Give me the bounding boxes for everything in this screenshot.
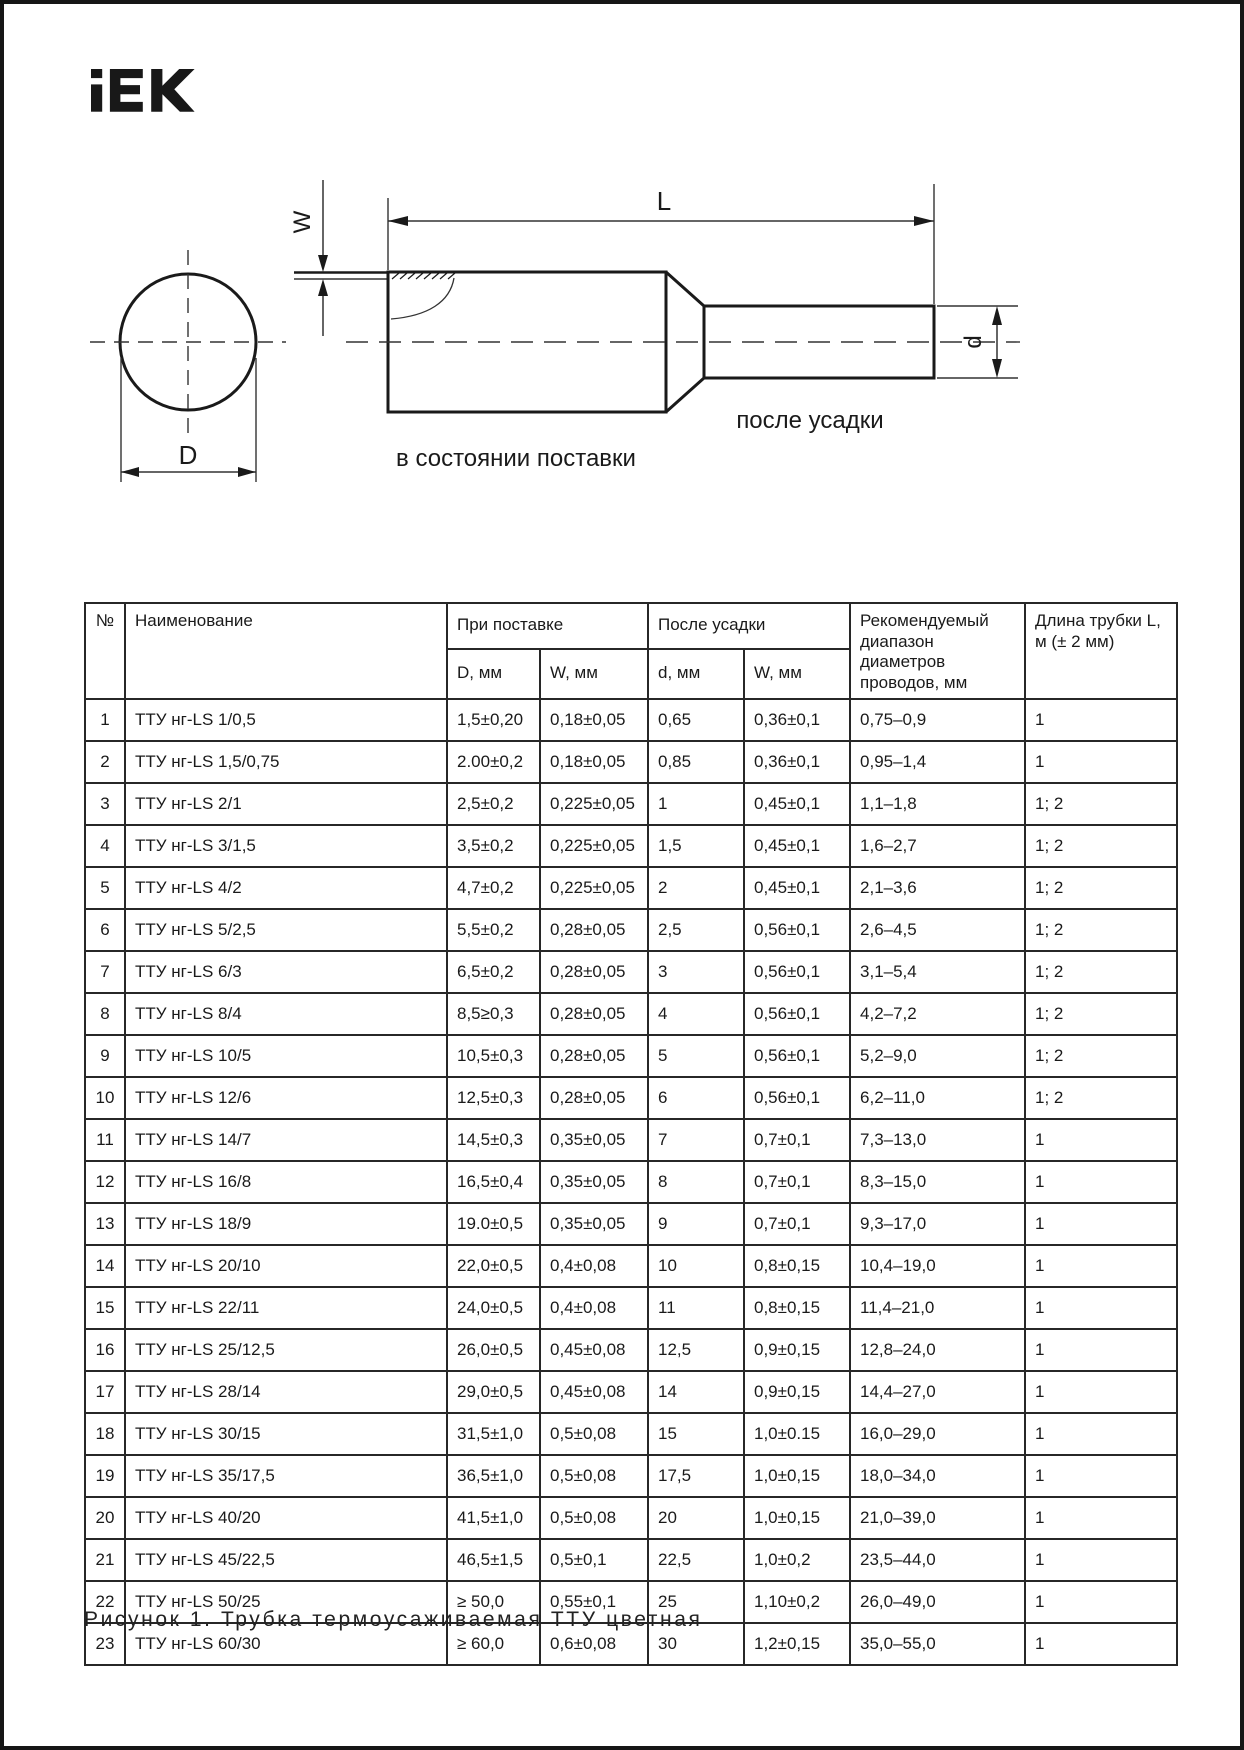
- value-cell: 1; 2: [1025, 951, 1177, 993]
- value-cell: 8,5≥0,3: [447, 993, 540, 1035]
- value-cell: 1: [1025, 699, 1177, 741]
- value-cell: 0,45±0,1: [744, 867, 850, 909]
- value-cell: 1,6–2,7: [850, 825, 1025, 867]
- col-header-length: Длина трубки L, м (± 2 мм): [1025, 603, 1177, 699]
- value-cell: ТТУ нг-LS 18/9: [125, 1203, 447, 1245]
- value-cell: 11: [648, 1287, 744, 1329]
- value-cell: 0,65: [648, 699, 744, 741]
- value-cell: 1: [1025, 1203, 1177, 1245]
- value-cell: 0,56±0,1: [744, 951, 850, 993]
- table-row: [85, 1329, 1177, 1371]
- value-cell: 0,225±0,05: [540, 783, 648, 825]
- table-row: [85, 1287, 1177, 1329]
- value-cell: 1: [1025, 1581, 1177, 1623]
- value-cell: ТТУ нг-LS 45/22,5: [125, 1539, 447, 1581]
- col-header-W-mm-after: W, мм: [744, 649, 850, 699]
- value-cell: ТТУ нг-LS 5/2,5: [125, 909, 447, 951]
- value-cell: 0,9±0,15: [744, 1329, 850, 1371]
- value-cell: 6,2–11,0: [850, 1077, 1025, 1119]
- table-row: [85, 741, 1177, 783]
- value-cell: 26,0±0,5: [447, 1329, 540, 1371]
- table-row: [85, 1497, 1177, 1539]
- row-number-cell: 20: [85, 1497, 125, 1539]
- value-cell: 0,225±0,05: [540, 825, 648, 867]
- value-cell: ТТУ нг-LS 28/14: [125, 1371, 447, 1413]
- row-number-cell: 15: [85, 1287, 125, 1329]
- col-header-name: Наименование: [125, 603, 447, 699]
- value-cell: 21,0–39,0: [850, 1497, 1025, 1539]
- spec-table-body: [85, 699, 1177, 1665]
- value-cell: 0,85: [648, 741, 744, 783]
- value-cell: 1: [1025, 1371, 1177, 1413]
- value-cell: 1: [1025, 1413, 1177, 1455]
- table-row: [85, 825, 1177, 867]
- value-cell: 1,10±0,2: [744, 1581, 850, 1623]
- tube-diagram: [4, 144, 1244, 489]
- table-row: [85, 1539, 1177, 1581]
- table-row: [85, 1035, 1177, 1077]
- value-cell: ТТУ нг-LS 25/12,5: [125, 1329, 447, 1371]
- value-cell: 0,45±0,08: [540, 1329, 648, 1371]
- value-cell: 0,45±0,08: [540, 1371, 648, 1413]
- value-cell: 4: [648, 993, 744, 1035]
- value-cell: 0,7±0,1: [744, 1161, 850, 1203]
- value-cell: 1,5±0,20: [447, 699, 540, 741]
- value-cell: ТТУ нг-LS 1,5/0,75: [125, 741, 447, 783]
- table-row: [85, 993, 1177, 1035]
- wall-thickness-dim: [289, 180, 388, 336]
- row-number-cell: 17: [85, 1371, 125, 1413]
- value-cell: 3,5±0,2: [447, 825, 540, 867]
- value-cell: ТТУ нг-LS 60/30: [125, 1623, 447, 1665]
- value-cell: 1: [1025, 1497, 1177, 1539]
- value-cell: 4,7±0,2: [447, 867, 540, 909]
- value-cell: 1: [648, 783, 744, 825]
- value-cell: 36,5±1,0: [447, 1455, 540, 1497]
- figure-caption: Рисунок 1. Трубка термоусаживаемая ТТУ цветная: [84, 1608, 703, 1631]
- row-number-cell: 10: [85, 1077, 125, 1119]
- dim-label-W: W: [289, 210, 316, 234]
- value-cell: 1: [1025, 1119, 1177, 1161]
- value-cell: 0,6±0,08: [540, 1623, 648, 1665]
- value-cell: 5,5±0,2: [447, 909, 540, 951]
- value-cell: 1; 2: [1025, 1077, 1177, 1119]
- value-cell: 29,0±0,5: [447, 1371, 540, 1413]
- value-cell: 1: [1025, 1539, 1177, 1581]
- value-cell: ТТУ нг-LS 50/25: [125, 1581, 447, 1623]
- value-cell: 5: [648, 1035, 744, 1077]
- value-cell: 2.00±0,2: [447, 741, 540, 783]
- value-cell: 1,0±0,2: [744, 1539, 850, 1581]
- value-cell: 3,1–5,4: [850, 951, 1025, 993]
- value-cell: 16,5±0,4: [447, 1161, 540, 1203]
- value-cell: 10,4–19,0: [850, 1245, 1025, 1287]
- value-cell: 0,36±0,1: [744, 741, 850, 783]
- value-cell: 9,3–17,0: [850, 1203, 1025, 1245]
- value-cell: 25: [648, 1581, 744, 1623]
- table-row: [85, 1245, 1177, 1287]
- row-number-cell: 2: [85, 741, 125, 783]
- value-cell: 10: [648, 1245, 744, 1287]
- table-row: [85, 1455, 1177, 1497]
- table-row: [85, 1371, 1177, 1413]
- row-number-cell: 13: [85, 1203, 125, 1245]
- value-cell: 0,5±0,08: [540, 1413, 648, 1455]
- col-header-D-mm: D, мм: [447, 649, 540, 699]
- value-cell: 0,18±0,05: [540, 699, 648, 741]
- value-cell: 0,5±0,08: [540, 1455, 648, 1497]
- value-cell: 17,5: [648, 1455, 744, 1497]
- value-cell: 3: [648, 951, 744, 993]
- value-cell: 0,45±0,1: [744, 783, 850, 825]
- value-cell: 24,0±0,5: [447, 1287, 540, 1329]
- value-cell: 30: [648, 1623, 744, 1665]
- value-cell: ТТУ нг-LS 2/1: [125, 783, 447, 825]
- value-cell: 0,35±0,05: [540, 1119, 648, 1161]
- value-cell: 0,225±0,05: [540, 867, 648, 909]
- value-cell: 20: [648, 1497, 744, 1539]
- value-cell: 1: [1025, 741, 1177, 783]
- value-cell: 1,1–1,8: [850, 783, 1025, 825]
- value-cell: 0,28±0,05: [540, 1077, 648, 1119]
- value-cell: 0,45±0,1: [744, 825, 850, 867]
- value-cell: 0,75–0,9: [850, 699, 1025, 741]
- dim-label-L: L: [656, 186, 672, 216]
- value-cell: 19.0±0,5: [447, 1203, 540, 1245]
- value-cell: 5,2–9,0: [850, 1035, 1025, 1077]
- label-supplied-state: в состоянии поставки: [396, 445, 636, 472]
- value-cell: 9: [648, 1203, 744, 1245]
- value-cell: 12,8–24,0: [850, 1329, 1025, 1371]
- table-row: [85, 1119, 1177, 1161]
- row-number-cell: 6: [85, 909, 125, 951]
- row-number-cell: 16: [85, 1329, 125, 1371]
- row-number-cell: 4: [85, 825, 125, 867]
- value-cell: 1,0±0.15: [744, 1413, 850, 1455]
- value-cell: 2,5: [648, 909, 744, 951]
- row-number-cell: 23: [85, 1623, 125, 1665]
- value-cell: 2,6–4,5: [850, 909, 1025, 951]
- col-header-num: №: [85, 603, 125, 699]
- value-cell: ТТУ нг-LS 16/8: [125, 1161, 447, 1203]
- value-cell: 0,8±0,15: [744, 1245, 850, 1287]
- row-number-cell: 3: [85, 783, 125, 825]
- value-cell: 14,5±0,3: [447, 1119, 540, 1161]
- value-cell: 1: [1025, 1245, 1177, 1287]
- value-cell: 16,0–29,0: [850, 1413, 1025, 1455]
- value-cell: 12,5: [648, 1329, 744, 1371]
- value-cell: 1: [1025, 1161, 1177, 1203]
- value-cell: ТТУ нг-LS 4/2: [125, 867, 447, 909]
- table-row: [85, 867, 1177, 909]
- value-cell: ТТУ нг-LS 20/10: [125, 1245, 447, 1287]
- value-cell: 6,5±0,2: [447, 951, 540, 993]
- value-cell: ТТУ нг-LS 6/3: [125, 951, 447, 993]
- value-cell: 0,56±0,1: [744, 993, 850, 1035]
- row-number-cell: 12: [85, 1161, 125, 1203]
- row-number-cell: 21: [85, 1539, 125, 1581]
- row-number-cell: 18: [85, 1413, 125, 1455]
- table-row: [85, 1077, 1177, 1119]
- row-number-cell: 19: [85, 1455, 125, 1497]
- dim-label-D: D: [178, 440, 198, 470]
- value-cell: 6: [648, 1077, 744, 1119]
- value-cell: ТТУ нг-LS 3/1,5: [125, 825, 447, 867]
- value-cell: 2,5±0,2: [447, 783, 540, 825]
- value-cell: 0,28±0,05: [540, 1035, 648, 1077]
- row-number-cell: 5: [85, 867, 125, 909]
- end-view-circle: [90, 250, 286, 482]
- value-cell: ТТУ нг-LS 10/5: [125, 1035, 447, 1077]
- value-cell: 0,18±0,05: [540, 741, 648, 783]
- value-cell: 8,3–15,0: [850, 1161, 1025, 1203]
- row-number-cell: 7: [85, 951, 125, 993]
- iek-logo: [91, 59, 203, 121]
- value-cell: ТТУ нг-LS 8/4: [125, 993, 447, 1035]
- col-header-W-mm-supply: W, мм: [540, 649, 648, 699]
- value-cell: 0,35±0,05: [540, 1161, 648, 1203]
- col-header-at-supply: При поставке: [447, 603, 648, 649]
- value-cell: 1; 2: [1025, 1035, 1177, 1077]
- value-cell: ≥ 60,0: [447, 1623, 540, 1665]
- value-cell: ТТУ нг-LS 14/7: [125, 1119, 447, 1161]
- value-cell: 1,2±0,15: [744, 1623, 850, 1665]
- value-cell: 15: [648, 1413, 744, 1455]
- table-row: [85, 951, 1177, 993]
- value-cell: 0,7±0,1: [744, 1203, 850, 1245]
- value-cell: 2: [648, 867, 744, 909]
- value-cell: 8: [648, 1161, 744, 1203]
- table-row: [85, 783, 1177, 825]
- row-number-cell: 11: [85, 1119, 125, 1161]
- value-cell: 1; 2: [1025, 783, 1177, 825]
- value-cell: 0,95–1,4: [850, 741, 1025, 783]
- value-cell: 1,0±0,15: [744, 1497, 850, 1539]
- value-cell: 0,36±0,1: [744, 699, 850, 741]
- value-cell: 12,5±0,3: [447, 1077, 540, 1119]
- value-cell: 18,0–34,0: [850, 1455, 1025, 1497]
- value-cell: 1,0±0,15: [744, 1455, 850, 1497]
- value-cell: ТТУ нг-LS 40/20: [125, 1497, 447, 1539]
- value-cell: 1,5: [648, 825, 744, 867]
- row-number-cell: 22: [85, 1581, 125, 1623]
- label-after-shrink: после усадки: [736, 407, 884, 434]
- value-cell: 10,5±0,3: [447, 1035, 540, 1077]
- dim-label-d: d: [960, 335, 987, 349]
- value-cell: ТТУ нг-LS 35/17,5: [125, 1455, 447, 1497]
- table-row: [85, 1203, 1177, 1245]
- value-cell: ≥ 50,0: [447, 1581, 540, 1623]
- value-cell: 14: [648, 1371, 744, 1413]
- value-cell: 0,55±0,1: [540, 1581, 648, 1623]
- table-row: [85, 699, 1177, 741]
- value-cell: 0,5±0,1: [540, 1539, 648, 1581]
- value-cell: 0,28±0,05: [540, 909, 648, 951]
- value-cell: 23,5–44,0: [850, 1539, 1025, 1581]
- value-cell: 41,5±1,0: [447, 1497, 540, 1539]
- col-header-d-mm: d, мм: [648, 649, 744, 699]
- value-cell: 1: [1025, 1329, 1177, 1371]
- value-cell: 46,5±1,5: [447, 1539, 540, 1581]
- col-header-range: Рекомендуемый диапазон диаметров проводов, мм: [850, 603, 1025, 699]
- table-row: [85, 1413, 1177, 1455]
- value-cell: 0,56±0,1: [744, 1035, 850, 1077]
- value-cell: 22,0±0,5: [447, 1245, 540, 1287]
- value-cell: 0,4±0,08: [540, 1245, 648, 1287]
- value-cell: 0,4±0,08: [540, 1287, 648, 1329]
- value-cell: 1; 2: [1025, 825, 1177, 867]
- value-cell: 1: [1025, 1455, 1177, 1497]
- value-cell: 1: [1025, 1287, 1177, 1329]
- table-row: [85, 909, 1177, 951]
- row-number-cell: 8: [85, 993, 125, 1035]
- value-cell: 4,2–7,2: [850, 993, 1025, 1035]
- value-cell: 0,56±0,1: [744, 909, 850, 951]
- col-header-after-shrink: После усадки: [648, 603, 850, 649]
- value-cell: 0,28±0,05: [540, 993, 648, 1035]
- value-cell: ТТУ нг-LS 30/15: [125, 1413, 447, 1455]
- value-cell: 0,8±0,15: [744, 1287, 850, 1329]
- row-number-cell: 1: [85, 699, 125, 741]
- value-cell: 22,5: [648, 1539, 744, 1581]
- value-cell: 1: [1025, 1623, 1177, 1665]
- value-cell: 0,9±0,15: [744, 1371, 850, 1413]
- value-cell: 1; 2: [1025, 867, 1177, 909]
- value-cell: 0,56±0,1: [744, 1077, 850, 1119]
- value-cell: 26,0–49,0: [850, 1581, 1025, 1623]
- value-cell: 0,35±0,05: [540, 1203, 648, 1245]
- value-cell: 0,7±0,1: [744, 1119, 850, 1161]
- value-cell: 0,5±0,08: [540, 1497, 648, 1539]
- value-cell: 1; 2: [1025, 993, 1177, 1035]
- value-cell: 7,3–13,0: [850, 1119, 1025, 1161]
- spec-table: [84, 602, 1178, 1666]
- row-number-cell: 9: [85, 1035, 125, 1077]
- value-cell: 35,0–55,0: [850, 1623, 1025, 1665]
- spec-table-header: [85, 603, 1177, 699]
- value-cell: 2,1–3,6: [850, 867, 1025, 909]
- value-cell: ТТУ нг-LS 12/6: [125, 1077, 447, 1119]
- row-number-cell: 14: [85, 1245, 125, 1287]
- value-cell: ТТУ нг-LS 1/0,5: [125, 699, 447, 741]
- value-cell: 1; 2: [1025, 909, 1177, 951]
- value-cell: 14,4–27,0: [850, 1371, 1025, 1413]
- table-row: [85, 1161, 1177, 1203]
- value-cell: 31,5±1,0: [447, 1413, 540, 1455]
- value-cell: 0,28±0,05: [540, 951, 648, 993]
- value-cell: 11,4–21,0: [850, 1287, 1025, 1329]
- value-cell: 7: [648, 1119, 744, 1161]
- value-cell: ТТУ нг-LS 22/11: [125, 1287, 447, 1329]
